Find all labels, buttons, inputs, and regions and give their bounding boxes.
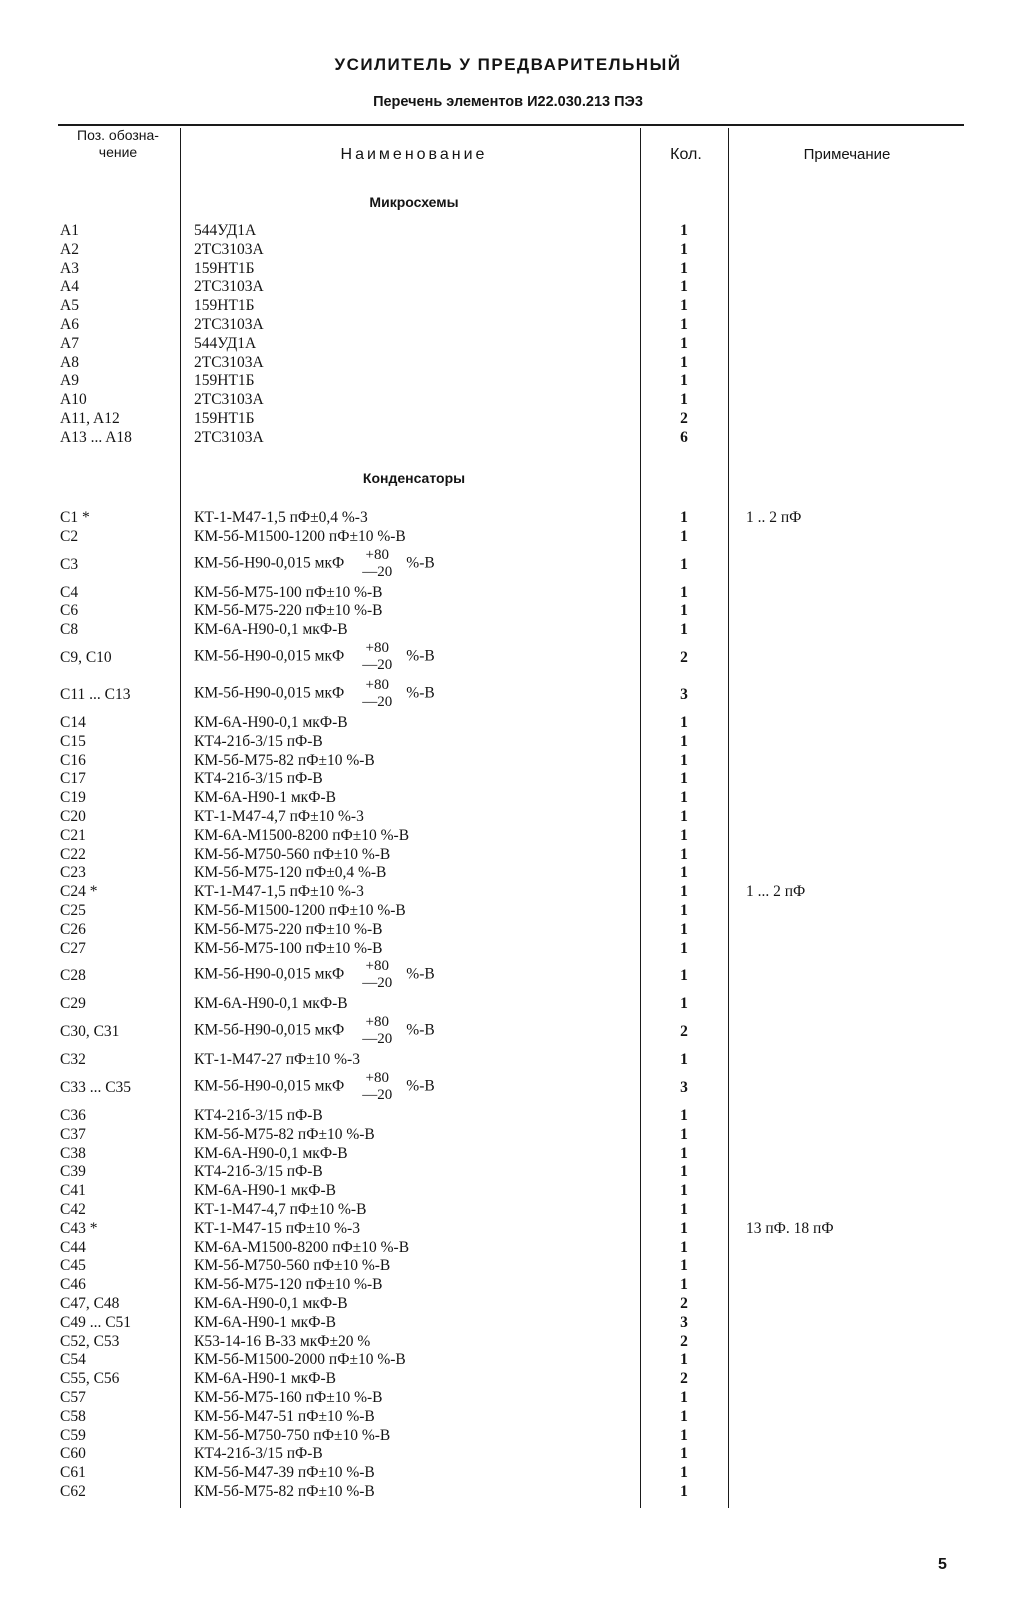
- row-name: 2ТС3103А: [194, 278, 264, 296]
- row-name: КМ-6А-М1500-8200 пФ±10 %-В: [194, 1238, 410, 1256]
- row-qty: 3: [680, 1313, 688, 1331]
- row-name: КМ-6А-Н90-1 мкФ-В: [194, 1370, 336, 1388]
- row-name-suffix: %-В: [406, 1021, 435, 1039]
- row-position: C58: [60, 1407, 86, 1425]
- row-name: КМ-5б-М75-160 пФ±10 %-В: [194, 1389, 383, 1406]
- row-name: [194, 547, 435, 581]
- row-position: C17: [60, 770, 86, 788]
- row-tolerance: [362, 640, 392, 674]
- row-name: [194, 958, 435, 992]
- row-name: КТ4-21б-3/15 пФ-В: [194, 770, 323, 788]
- row-name: КТ-1-М47-1,5 пФ±0,4 %-3: [194, 509, 368, 526]
- row-position: C30, C31: [60, 1023, 120, 1041]
- row-qty: 1: [680, 583, 688, 601]
- row-name: КМ-5б-М750-750 пФ±10 %-В: [194, 1426, 391, 1444]
- row-name-suffix: %-В: [406, 1077, 435, 1095]
- row-name-base: КМ-5б-Н90-0,015 мкФ: [194, 647, 345, 665]
- row-name: КМ-6А-Н90-0,1 мкФ-В: [194, 621, 348, 639]
- row-position: C1 *: [60, 509, 90, 526]
- row-position: C16: [60, 751, 86, 769]
- column-divider-2: [640, 128, 641, 1508]
- row-position: C27: [60, 939, 86, 957]
- row-name-base: КМ-5б-Н90-0,015 мкФ: [194, 965, 345, 983]
- row-qty: 1: [680, 1163, 688, 1181]
- row-tolerance: [362, 677, 392, 711]
- section-heading-capacitors: Конденсаторы: [362, 470, 466, 486]
- row-name: КМ-5б-М75-100 пФ±10 %-В: [194, 583, 383, 601]
- row-tolerance-lower: —20: [362, 694, 393, 710]
- row-note: 1 .. 2 пФ: [746, 509, 802, 526]
- row-tolerance-lower: —20: [362, 975, 393, 992]
- row-position: C9, C10: [60, 649, 112, 666]
- row-qty: 1: [680, 967, 688, 985]
- row-tolerance: [362, 547, 392, 581]
- row-qty: 2: [680, 649, 688, 666]
- row-position: C24 *: [60, 883, 98, 901]
- row-qty: 1: [680, 1407, 688, 1425]
- row-qty: 1: [680, 714, 688, 731]
- row-qty: 1: [680, 770, 688, 788]
- row-position: A8: [60, 353, 79, 371]
- row-name: 2ТС3103А: [194, 428, 264, 446]
- row-position: C6: [60, 602, 79, 620]
- row-name: КМ-5б-М75-82 пФ±10 %-В: [194, 751, 375, 769]
- row-position: C23: [60, 864, 86, 882]
- row-qty: 1: [680, 527, 688, 545]
- row-position: C11 ... C13: [60, 686, 131, 703]
- row-qty: 1: [680, 1464, 688, 1482]
- row-position: C59: [60, 1426, 86, 1444]
- row-tolerance-lower: —20: [362, 1031, 393, 1048]
- row-qty: 1: [680, 222, 688, 239]
- row-position: C21: [60, 826, 86, 844]
- row-name: 159НТ1Б: [194, 297, 255, 315]
- row-name: КМ-5б-М750-560 пФ±10 %-В: [194, 1257, 391, 1275]
- row-qty: 1: [680, 808, 688, 825]
- row-position: C60: [60, 1445, 86, 1463]
- row-qty: 3: [680, 1079, 688, 1096]
- row-position: A2: [60, 240, 79, 258]
- row-note: 13 пФ. 18 пФ: [746, 1219, 834, 1237]
- row-qty: 1: [680, 864, 688, 882]
- row-name: КМ-5б-М1500-2000 пФ±10 %-В: [194, 1351, 406, 1369]
- row-position: C14: [60, 714, 86, 731]
- row-name: КМ-6А-Н90-0,1 мкФ-В: [194, 995, 348, 1013]
- row-qty: 1: [680, 372, 688, 390]
- row-position: C46: [60, 1276, 86, 1294]
- row-name: 2ТС3103А: [194, 316, 264, 333]
- row-name: КМ-5б-М1500-1200 пФ±10 %-В: [194, 527, 406, 545]
- column-divider-3: [728, 128, 729, 1508]
- row-position: C52, C53: [60, 1332, 120, 1350]
- column-header-position: Поз. обозна-чение: [77, 127, 159, 160]
- row-qty: 1: [680, 1426, 688, 1444]
- row-position: C49 ... C51: [60, 1313, 132, 1331]
- row-qty: 1: [680, 1238, 688, 1256]
- row-name: [194, 640, 435, 674]
- row-position: C25: [60, 902, 86, 919]
- row-name-base: КМ-5б-Н90-0,015 мкФ: [194, 1077, 345, 1095]
- document-title: УСИЛИТЕЛЬ У ПРЕДВАРИТЕЛЬНЫЙ: [334, 55, 682, 74]
- row-position: C44: [60, 1238, 86, 1256]
- row-name: КМ-6А-Н90-0,1 мкФ-В: [194, 714, 348, 731]
- row-name: КМ-6А-Н90-1 мкФ-В: [194, 1182, 336, 1200]
- table-top-rule: [58, 124, 964, 126]
- row-position: A13 ... A18: [60, 428, 132, 446]
- row-name: КТ-1-М47-4,7 пФ±10 %-В: [194, 1201, 367, 1218]
- row-qty: 6: [680, 428, 688, 446]
- row-qty: 1: [680, 845, 688, 863]
- page-number: 5: [938, 1556, 947, 1573]
- row-position: C26: [60, 920, 86, 938]
- row-name-base: КМ-5б-Н90-0,015 мкФ: [194, 554, 345, 572]
- row-position: C55, C56: [60, 1370, 120, 1388]
- row-qty: 1: [680, 1257, 688, 1275]
- row-position: C15: [60, 732, 86, 750]
- row-qty: 1: [680, 1445, 688, 1463]
- row-name: КМ-5б-М75-100 пФ±10 %-В: [194, 939, 383, 957]
- row-name: К53-14-16 В-33 мкФ±20 %: [194, 1332, 371, 1350]
- section-heading-microchips: Микросхемы: [369, 194, 459, 210]
- row-position: C29: [60, 995, 86, 1013]
- row-position: C61: [60, 1464, 86, 1482]
- row-name: КТ-1-М47-4,7 пФ±10 %-3: [194, 808, 364, 825]
- row-name: КМ-5б-М47-39 пФ±10 %-В: [194, 1464, 375, 1482]
- row-note: 1 ... 2 пФ: [746, 883, 806, 901]
- row-qty: 1: [680, 1483, 688, 1500]
- row-name: КТ4-21б-3/15 пФ-В: [194, 1107, 323, 1124]
- row-qty: 1: [680, 391, 688, 409]
- row-name-base: КМ-5б-Н90-0,015 мкФ: [194, 684, 345, 702]
- row-tolerance-upper: +80: [365, 640, 390, 656]
- row-position: C42: [60, 1201, 86, 1218]
- row-position: A11, A12: [60, 410, 120, 427]
- row-tolerance-upper: +80: [365, 1014, 390, 1031]
- row-qty: 1: [680, 732, 688, 750]
- row-name: КМ-5б-М75-82 пФ±10 %-В: [194, 1483, 375, 1500]
- row-name: КМ-6А-Н90-0,1 мкФ-В: [194, 1295, 348, 1312]
- row-tolerance-upper: +80: [365, 1070, 390, 1086]
- column-header-note: Примечание: [803, 146, 891, 163]
- row-qty: 2: [680, 1332, 688, 1350]
- row-position: C8: [60, 621, 79, 639]
- row-qty: 1: [680, 278, 688, 296]
- row-qty: 1: [680, 1051, 688, 1069]
- row-qty: 1: [680, 1107, 688, 1124]
- row-qty: 1: [680, 920, 688, 938]
- row-qty: 1: [680, 1182, 688, 1200]
- row-name: [194, 1070, 435, 1104]
- row-position: A1: [60, 222, 79, 239]
- row-name: КТ-1-М47-1,5 пФ±10 %-3: [194, 883, 364, 901]
- row-tolerance-lower: —20: [362, 563, 393, 580]
- row-qty: 1: [680, 555, 688, 573]
- row-position: C4: [60, 583, 79, 601]
- row-qty: 2: [680, 1023, 688, 1041]
- row-qty: 1: [680, 902, 688, 919]
- row-position: C36: [60, 1107, 86, 1124]
- row-position: C41: [60, 1182, 86, 1200]
- row-name: КТ-1-М47-15 пФ±10 %-3: [194, 1219, 360, 1237]
- row-position: C19: [60, 789, 86, 807]
- row-position: C47, C48: [60, 1295, 120, 1312]
- row-name: КМ-5б-М75-82 пФ±10 %-В: [194, 1125, 375, 1143]
- row-position: A3: [60, 259, 79, 277]
- row-qty: 1: [680, 259, 688, 277]
- row-tolerance-lower: —20: [362, 657, 393, 673]
- row-name: КТ4-21б-3/15 пФ-В: [194, 732, 323, 750]
- row-qty: 1: [680, 334, 688, 352]
- row-name: 159НТ1Б: [194, 410, 255, 427]
- row-qty: 2: [680, 1370, 688, 1388]
- row-qty: 1: [680, 1219, 688, 1237]
- row-name: КМ-6А-Н90-1 мкФ-В: [194, 1313, 336, 1331]
- row-name: КМ-6А-Н90-0,1 мкФ-В: [194, 1144, 348, 1162]
- row-name: КМ-5б-М75-120 пФ±10 %-В: [194, 1276, 383, 1294]
- row-position: C45: [60, 1257, 86, 1275]
- row-position: C62: [60, 1483, 86, 1500]
- row-position: C32: [60, 1051, 86, 1069]
- row-qty: 1: [680, 1144, 688, 1162]
- row-position: C22: [60, 845, 86, 863]
- row-qty: 1: [680, 826, 688, 844]
- row-position: A4: [60, 278, 79, 296]
- row-qty: 1: [680, 995, 688, 1013]
- row-qty: 1: [680, 509, 688, 526]
- document-subtitle: Перечень элементов И22.030.213 ПЭ3: [373, 94, 643, 110]
- row-name: 159НТ1Б: [194, 372, 255, 390]
- row-qty: 1: [680, 316, 688, 333]
- row-qty: 1: [680, 789, 688, 807]
- row-tolerance: [362, 1070, 392, 1104]
- row-name: КМ-5б-М75-220 пФ±10 %-В: [194, 920, 383, 938]
- row-position: C3: [60, 555, 79, 573]
- row-qty: 1: [680, 1201, 688, 1218]
- row-position: C38: [60, 1144, 86, 1162]
- row-name-suffix: %-В: [406, 554, 435, 572]
- row-qty: 1: [680, 240, 688, 258]
- row-name: КМ-5б-М750-560 пФ±10 %-В: [194, 845, 391, 863]
- row-position: A7: [60, 334, 79, 352]
- row-position: C28: [60, 967, 86, 985]
- row-qty: 2: [680, 410, 688, 427]
- row-position: C54: [60, 1351, 86, 1369]
- row-qty: 1: [680, 1389, 688, 1406]
- row-position: A9: [60, 372, 79, 390]
- row-name: КМ-5б-М1500-1200 пФ±10 %-В: [194, 902, 406, 919]
- row-name: КМ-5б-М75-220 пФ±10 %-В: [194, 602, 383, 620]
- row-position: C2: [60, 527, 79, 545]
- row-name: КТ4-21б-3/15 пФ-В: [194, 1163, 323, 1181]
- row-tolerance: [362, 1014, 392, 1048]
- row-name: КТ4-21б-3/15 пФ-В: [194, 1445, 323, 1463]
- row-position: A10: [60, 391, 87, 409]
- row-name: КМ-6А-Н90-1 мкФ-В: [194, 789, 336, 807]
- row-qty: 1: [680, 751, 688, 769]
- row-qty: 1: [680, 939, 688, 957]
- row-qty: 1: [680, 1125, 688, 1143]
- row-name-suffix: %-В: [406, 965, 435, 983]
- row-name: [194, 1014, 435, 1048]
- row-name: КМ-6А-М1500-8200 пФ±10 %-В: [194, 826, 410, 844]
- row-name: КМ-5б-М47-51 пФ±10 %-В: [194, 1407, 375, 1425]
- row-position: C43 *: [60, 1219, 98, 1237]
- row-name: [194, 677, 435, 711]
- row-name: 2ТС3103А: [194, 391, 264, 409]
- column-header-qty: Кол.: [670, 146, 702, 163]
- row-qty: 2: [680, 1295, 688, 1312]
- row-name: 544УД1А: [194, 334, 257, 352]
- row-qty: 1: [680, 1276, 688, 1294]
- row-name: 2ТС3103А: [194, 240, 264, 258]
- column-header-name: Наименование: [340, 146, 488, 163]
- row-position: C39: [60, 1163, 86, 1181]
- row-position: C33 ... C35: [60, 1079, 132, 1096]
- row-name-suffix: %-В: [406, 647, 435, 665]
- row-tolerance-upper: +80: [365, 958, 390, 975]
- row-name: 2ТС3103А: [194, 353, 264, 371]
- row-qty: 1: [680, 621, 688, 639]
- row-position: C57: [60, 1389, 86, 1406]
- row-name: КМ-5б-М75-120 пФ±0,4 %-В: [194, 864, 387, 882]
- row-name: КТ-1-М47-27 пФ±10 %-3: [194, 1051, 360, 1069]
- row-name-base: КМ-5б-Н90-0,015 мкФ: [194, 1021, 345, 1039]
- row-position: C37: [60, 1125, 86, 1143]
- row-tolerance-upper: +80: [365, 546, 390, 563]
- row-tolerance-lower: —20: [362, 1087, 393, 1103]
- row-name-suffix: %-В: [406, 684, 435, 702]
- row-qty: 1: [680, 297, 688, 315]
- row-position: A6: [60, 316, 79, 333]
- row-qty: 3: [680, 686, 688, 703]
- row-tolerance: [362, 958, 392, 992]
- row-position: A5: [60, 297, 79, 315]
- column-divider-1: [180, 128, 181, 1508]
- row-qty: 1: [680, 602, 688, 620]
- row-name: 159НТ1Б: [194, 259, 255, 277]
- row-qty: 1: [680, 353, 688, 371]
- row-position: C20: [60, 808, 86, 825]
- row-tolerance-upper: +80: [365, 677, 390, 693]
- row-qty: 1: [680, 1351, 688, 1369]
- row-name: 544УД1А: [194, 222, 257, 239]
- row-qty: 1: [680, 883, 688, 901]
